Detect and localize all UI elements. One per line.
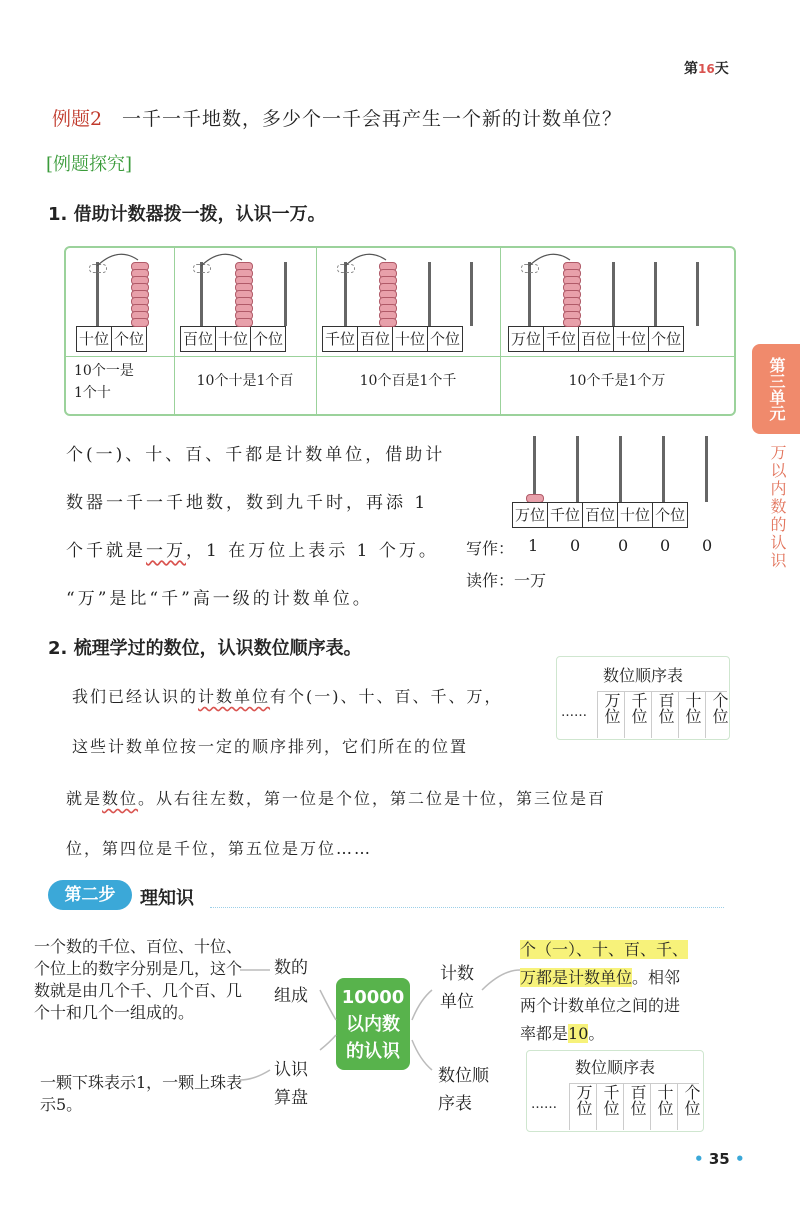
order-table-ellipsis: …… bbox=[561, 705, 587, 720]
caption-1 bbox=[74, 360, 166, 404]
place-row-3 bbox=[322, 326, 463, 352]
sec2-line3-b: 。从右往左数，第一位是个位，第二位是十位，第三位是百 bbox=[138, 789, 607, 808]
sec2-line3 bbox=[66, 786, 606, 809]
order-table-cells bbox=[597, 691, 727, 738]
highlight-ten: 10 bbox=[568, 1024, 589, 1043]
connector bbox=[320, 990, 336, 1020]
order-cell: 万位 bbox=[597, 692, 624, 738]
abacus-table bbox=[64, 246, 736, 416]
example-label: 例题2 bbox=[52, 108, 103, 130]
place-order-table-2 bbox=[526, 1050, 704, 1132]
write-digit: 0 bbox=[702, 536, 713, 555]
caption-4: 10个千是1个万 bbox=[568, 373, 666, 389]
order-cell: 千位 bbox=[596, 1084, 623, 1130]
bead bbox=[379, 318, 397, 327]
place-label: 个位 bbox=[114, 330, 145, 348]
order-cell: 千位 bbox=[624, 692, 651, 738]
connector bbox=[482, 970, 520, 990]
order-table-cells bbox=[569, 1083, 699, 1130]
caption-3: 10个百是1个千 bbox=[359, 373, 457, 389]
para1-line3-b: ，1 在万位上表示 1 个万。 bbox=[186, 541, 439, 561]
read-value: 一万 bbox=[514, 571, 547, 590]
connector bbox=[412, 990, 432, 1020]
highlight-units: 个（一）、十、百、千、 bbox=[520, 940, 689, 959]
units-text: 。相邻 bbox=[632, 968, 681, 987]
highlight-units-2: 万都是计数单位 bbox=[520, 968, 633, 987]
step-title: 理知识 bbox=[140, 888, 194, 909]
sec2-line2: 这些计数单位按一定的顺序排列，它们所在的位置 bbox=[72, 737, 469, 756]
place-row-4 bbox=[508, 326, 684, 352]
write-digit: 0 bbox=[618, 536, 629, 555]
day-number: 16 bbox=[698, 62, 715, 76]
units-line4 bbox=[520, 1020, 746, 1048]
order-cell: 十位 bbox=[678, 692, 705, 738]
emphasis-place: 数位 bbox=[102, 789, 139, 808]
order-cell: 百位 bbox=[623, 1084, 650, 1130]
emphasis-ten-thousand: 一万 bbox=[146, 541, 186, 561]
para1-line2: 数器一千一千地数，数到九千时，再添 1 bbox=[66, 493, 429, 513]
bead bbox=[563, 318, 581, 327]
connector bbox=[320, 1035, 336, 1050]
place-label: 万位 bbox=[509, 327, 544, 351]
place-label: 十位 bbox=[393, 327, 428, 351]
step-badge: 第二步 bbox=[48, 880, 132, 910]
sec2-line3-a: 就是 bbox=[66, 789, 103, 808]
emphasis-counting-unit: 计数单位 bbox=[198, 687, 271, 706]
table-divider bbox=[66, 356, 734, 357]
section2-title: 2. 梳理学过的数位，认识数位顺序表。 bbox=[48, 638, 362, 659]
order-table-title: 数位顺序表 bbox=[602, 666, 683, 685]
read-line bbox=[466, 568, 546, 591]
place-label: 十位 bbox=[618, 503, 653, 527]
bead bbox=[235, 318, 253, 327]
unit-topic: 万以内数的认识 bbox=[768, 444, 787, 570]
para1-line4: “万”是比“千”高一级的计数单位。 bbox=[66, 589, 373, 609]
node-line: 组成 bbox=[274, 986, 308, 1006]
bead bbox=[131, 318, 149, 327]
units-text: 。 bbox=[588, 1024, 605, 1043]
step-divider bbox=[210, 907, 724, 908]
explore-label: [例题探究] bbox=[46, 154, 133, 175]
caption-line: 10个一是 bbox=[74, 363, 134, 379]
big-place-row bbox=[512, 502, 688, 528]
place-order-table bbox=[556, 656, 730, 740]
write-digit: 0 bbox=[660, 536, 671, 555]
example-question: 一千一千地数，多少个一千会再产生一个新的计数单位？ bbox=[122, 108, 623, 130]
dot-icon: • bbox=[694, 1150, 704, 1168]
node-line: 序表 bbox=[438, 1094, 472, 1114]
node-line: 算盘 bbox=[274, 1088, 308, 1108]
order-cell: 个位 bbox=[677, 1084, 704, 1130]
sec2-line1-b: 有个(一)、十、百、千、万， bbox=[270, 687, 503, 706]
order-cell: 万位 bbox=[569, 1084, 596, 1130]
abacus-rod bbox=[533, 436, 536, 502]
center-line: 以内数 bbox=[346, 1014, 400, 1035]
composition-text: 一个数的千位、百位、十位、个位上的数字分别是几，这个数就是由几个千、几个百、几个十和几个一组成的。 bbox=[34, 937, 243, 1022]
units-line3: 两个计数单位之间的进 bbox=[520, 996, 681, 1015]
order-table-title: 数位顺序表 bbox=[574, 1058, 655, 1077]
write-digit: 1 bbox=[528, 536, 539, 555]
place-label: 个位 bbox=[655, 506, 686, 524]
page-number bbox=[694, 1150, 745, 1168]
day-suffix: 天 bbox=[714, 61, 729, 77]
big-abacus bbox=[512, 436, 730, 528]
place-label: 百位 bbox=[583, 503, 618, 527]
day-indicator bbox=[684, 58, 729, 78]
place-label: 百位 bbox=[579, 327, 614, 351]
connector bbox=[412, 1040, 432, 1070]
node-line: 数位顺 bbox=[438, 1066, 489, 1086]
center-line: 10000 bbox=[341, 987, 405, 1008]
para1-line3-a: 个千就是 bbox=[66, 541, 146, 561]
units-line1 bbox=[520, 936, 746, 964]
place-label: 十位 bbox=[614, 327, 649, 351]
units-text: 率都是 bbox=[520, 1024, 569, 1043]
sec2-line4: 位，第四位是千位，第五位是万位…… bbox=[66, 839, 373, 858]
order-table-ellipsis: …… bbox=[531, 1097, 557, 1112]
node-order bbox=[438, 1062, 489, 1118]
carry-arrows bbox=[66, 248, 734, 328]
caption-line: 1个十 bbox=[74, 385, 111, 401]
node-line: 计数 bbox=[440, 964, 474, 984]
section1-title: 1. 借助计数器拨一拨，认识一万。 bbox=[48, 204, 326, 225]
place-label: 百位 bbox=[181, 327, 216, 351]
read-label: 读作： bbox=[466, 571, 515, 590]
abacus-rod bbox=[662, 436, 665, 502]
center-line: 的认识 bbox=[346, 1041, 400, 1062]
place-label: 千位 bbox=[544, 327, 579, 351]
place-label: 千位 bbox=[323, 327, 358, 351]
sec2-line1-a: 我们已经认识的 bbox=[72, 687, 199, 706]
node-units bbox=[440, 960, 474, 1016]
order-cell: 个位 bbox=[705, 692, 732, 738]
node-line: 认识 bbox=[274, 1060, 308, 1080]
place-label: 百位 bbox=[358, 327, 393, 351]
order-cell: 十位 bbox=[650, 1084, 677, 1130]
unit-tab[interactable]: 第三单元 bbox=[752, 344, 800, 434]
units-description bbox=[520, 936, 746, 1048]
write-digit: 0 bbox=[570, 536, 581, 555]
place-label: 个位 bbox=[253, 330, 284, 348]
place-label: 个位 bbox=[430, 330, 461, 348]
caption-2: 10个十是1个百 bbox=[196, 373, 294, 389]
abacus-rod bbox=[705, 436, 708, 502]
para1-line1: 个(一)、十、百、千都是计数单位，借助计 bbox=[66, 445, 446, 465]
para1-line3 bbox=[66, 536, 439, 561]
place-label: 万位 bbox=[513, 503, 548, 527]
dot-icon: • bbox=[734, 1150, 745, 1168]
abacus-rod bbox=[619, 436, 622, 502]
page-number-value: 35 bbox=[708, 1150, 730, 1168]
units-line2 bbox=[520, 964, 746, 992]
abacus-text: 一颗下珠表示1，一颗上珠表示5。 bbox=[40, 1073, 243, 1114]
order-cell: 百位 bbox=[651, 692, 678, 738]
place-label: 十位 bbox=[77, 327, 112, 351]
abacus-rod bbox=[576, 436, 579, 502]
connector bbox=[240, 1070, 270, 1080]
day-prefix: 第 bbox=[684, 61, 698, 77]
place-label: 个位 bbox=[651, 330, 682, 348]
node-line: 单位 bbox=[440, 992, 474, 1012]
node-line: 数的 bbox=[274, 958, 308, 978]
write-label: 写作： bbox=[466, 539, 515, 558]
place-row-1 bbox=[76, 326, 147, 352]
place-label: 千位 bbox=[548, 503, 583, 527]
sec2-line1 bbox=[72, 684, 503, 707]
place-row-2 bbox=[180, 326, 286, 352]
place-label: 十位 bbox=[216, 327, 251, 351]
